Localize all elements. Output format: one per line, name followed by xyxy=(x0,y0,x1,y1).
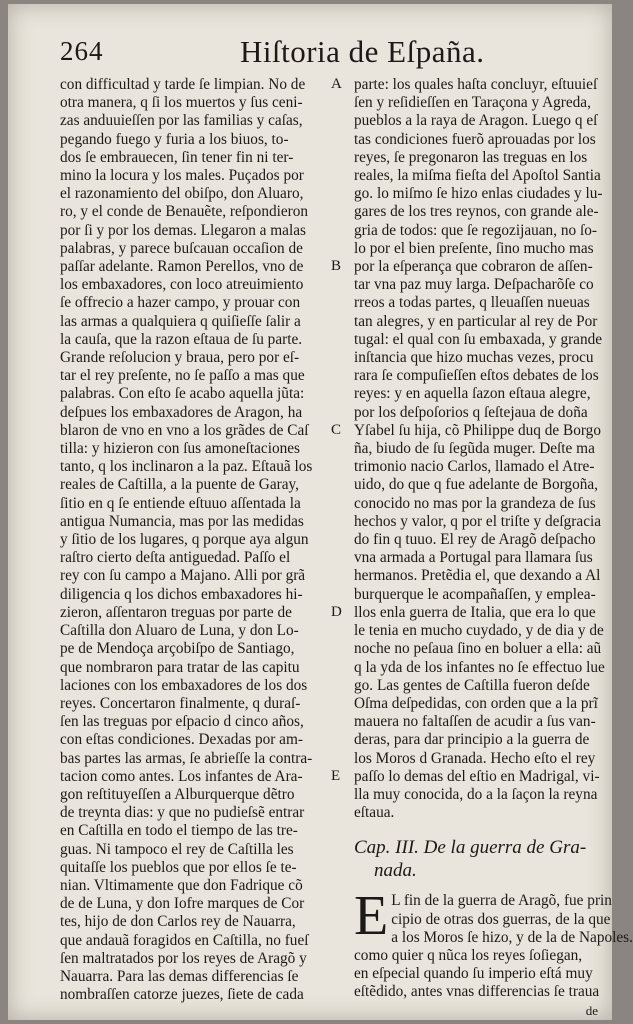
left-column-line: tar el rey preſente, no ſe paſſo a mas que xyxy=(60,367,305,385)
right-column-line: inſtancia que hizo muchas vezes, procu xyxy=(354,349,594,367)
right-column-line: lla muy conocida, do a la ſaçon la reyna xyxy=(354,785,598,803)
right-column-line: reyes: y en aquella ſazon eſtaua alegre, xyxy=(354,385,591,403)
right-column-line: lo por el bien preſente, ſino mucho mas xyxy=(354,239,594,257)
chapter-line: como quier q nũca los reyes ſoſiegan, xyxy=(354,946,583,964)
right-column-line: hechos y valor, q por el triſte y deſgracia xyxy=(354,512,602,530)
right-column-line: por la eſperança que cobraron de aſſen- xyxy=(354,258,593,276)
left-column-line: los embaxadores, con loco atreuimiento xyxy=(60,276,304,294)
margin-letter: E xyxy=(331,767,341,784)
right-column-line: ña, biudo de ſu ſegũda muger. Deſte ma xyxy=(354,440,595,458)
right-column-line: eſtaua. xyxy=(354,804,395,822)
left-column-line: laciones con los embaxadores de los dos xyxy=(60,676,308,694)
left-column-line: con difficultad y tarde ſe limpian. No de xyxy=(60,76,306,93)
right-column-line: trimonio nacio Carlos, llamado el Atre- xyxy=(354,458,595,476)
right-column-body xyxy=(354,76,604,822)
right-column-line: tan alegres, y en particular al rey de Por xyxy=(354,312,598,330)
left-column-line: tilla: y hizieron con ſus amoneſtaciones xyxy=(60,440,301,458)
left-column-line: y ſitio de los lugares, q porque aya algun xyxy=(60,531,309,549)
left-column-line: el razonamiento del obiſpo, don Aluaro, xyxy=(60,185,304,203)
right-column-line: los Moros d Granada. Hecho eſto el rey xyxy=(354,749,596,767)
right-column-line: do fin q tuuo. El rey de Aragõ deſpacho xyxy=(354,531,596,549)
right-column-line: paſſo lo demas del eſtio en Madrigal, vi- xyxy=(354,767,600,785)
page-header xyxy=(8,26,612,76)
left-column-line: en Caſtilla en todo el tiempo de las tre- xyxy=(60,822,298,840)
right-column-line: ſen y reſidieſſen en Taraçona y Agreda, xyxy=(354,94,591,112)
margin-letter: A xyxy=(331,76,342,92)
right-column-line: tas condiciones fuerõ aprouadas por los xyxy=(354,130,596,148)
right-column-line: hermanos. Pretẽdia el, que dexando a Al xyxy=(354,567,601,585)
left-column-line: que nombraron para tratar de las capitu xyxy=(60,658,300,676)
left-column-line: paſſar adelante. Ramon Perellos, vno de xyxy=(60,258,304,276)
right-column-line: conocido no mas por la grandeza de ſus xyxy=(354,494,596,512)
left-column-line: de treynta dias: y que no pudieſsẽ entrar xyxy=(60,804,305,822)
catchword: de xyxy=(585,1002,598,1018)
chapter-heading-line-1: Cap. III. De la guerra de Gra- xyxy=(354,837,587,859)
left-column-line: otra manera, q ſi los muertos y ſus ceni- xyxy=(60,94,303,112)
left-column-line: raſtro cierto deſta antiguedad. Paſſo el xyxy=(60,549,291,567)
right-column-line: le tenia en mucho cuydado, y de dia y de xyxy=(354,622,604,640)
running-title: Hiſtoria de Eſpaña. xyxy=(240,34,485,69)
chapter-heading-line-2: nada. xyxy=(374,860,417,882)
left-column-line: palabras. Con eſto ſe acabo aquella jũta: xyxy=(60,385,305,403)
right-column-line: gares de los tres reynos, con grande ale- xyxy=(354,203,599,221)
left-column-line: tacion como antes. Los infantes de Ara- xyxy=(60,767,303,785)
left-column-line: Nauarra. Para las demas differencias ſe xyxy=(60,967,299,985)
right-column-line: uido, do que q fue adelante de Borgoña, xyxy=(354,476,598,494)
left-column-line: nombraſſen catorze juezes, ſiete de cada xyxy=(60,986,304,1004)
chapter-line: cipio de otras dos guerras, de la que xyxy=(391,910,611,928)
right-column-line: q la yda de los infantes no ſe effectuo lue xyxy=(354,658,605,676)
right-column-line: vna armada a Portugal para llamara ſus xyxy=(354,549,593,567)
left-column-line: pegando fuego y furia a los biuos, to- xyxy=(60,130,289,148)
right-text-column xyxy=(354,76,633,1018)
left-column-line: deſpues los embaxadores de Aragon, ha xyxy=(60,403,303,421)
right-column-line: parte: los quales haſta concluyr, eſtuuieſ xyxy=(354,76,598,93)
right-column-line: burquerque le acompañaſſen, y emplea- xyxy=(354,585,596,603)
left-column-line: pe de Mendoça arçobiſpo de Santiago, xyxy=(60,640,295,658)
right-column-line: Oſma deſpedidas, con orden que a la prĩ xyxy=(354,694,598,712)
right-column-line: reales, la miſma fieſta del Apoſtol Santia xyxy=(354,167,601,185)
margin-letter: B xyxy=(331,258,342,274)
right-column-line: pueblos a la raya de Aragon. Luego q eſ xyxy=(354,112,598,130)
right-column-line: go. Las gentes de Caſtilla fueron deſde xyxy=(354,676,590,694)
page-number: 264 xyxy=(60,36,104,66)
left-column-line: tanto, q los inclinaron a la paz. Eſtauã los xyxy=(60,458,313,476)
left-column-line: por ſi y por los demas. Llegaron a malas xyxy=(60,221,306,239)
right-column-line: rreos a todas partes, q lleuaſſen nueuas xyxy=(354,294,590,312)
left-text-column xyxy=(60,76,335,1004)
left-column-line: reyes. Concertaron finalmente, q duraſ- xyxy=(60,694,301,712)
left-column-line: antigua Numancia, mas por las medidas xyxy=(60,512,304,530)
margin-letter: C xyxy=(331,421,342,438)
left-column-line: zas anduuieſſen por las familias y caſas, xyxy=(60,112,303,130)
left-column-line: ſe offrecio a hazer campo, y prouar con xyxy=(60,294,301,312)
left-column-line: palabras, y parece buſcauan occaſion de xyxy=(60,239,303,257)
left-column-line: reales de Caſtilla, a la puente de Garay, xyxy=(60,476,299,494)
left-column-line: bas partes las armas, ſe abrieſſe la contra- xyxy=(60,749,313,767)
chapter-line: eſtẽdido, antes vnas differencias ſe traua xyxy=(354,983,600,1001)
right-column-line: llos enla guerra de Italia, que era lo que xyxy=(354,603,596,621)
left-column-line: dos ſe embrauecen, ſin tener fin ni ter- xyxy=(60,148,294,166)
left-column-line: la cauſa, que la razon eſtaua de ſu parte. xyxy=(60,330,303,348)
left-column-line: que andauã foragidos en Caſtilla, no fueſ xyxy=(60,931,309,949)
left-column-line: con eſtas condiciones. Dexadas por am- xyxy=(60,731,303,749)
left-column-line: ſen maltratados por los reyes de Aragõ y xyxy=(60,949,307,967)
right-column-line: go. lo miſmo ſe hizo enlas ciudades y lu- xyxy=(354,185,603,203)
left-column-line: nian. Vltimamente que don Fadrique cõ xyxy=(60,876,303,894)
left-column-line: ro, y el conde de Benauẽte, reſpondieron xyxy=(60,203,309,221)
chapter-line: en eſpecial quando ſu imperio eſtá muy xyxy=(354,965,593,983)
left-column-line: zieron, aſſentaron treguas por parte de xyxy=(60,603,292,621)
chapter-opening-text xyxy=(354,885,633,1001)
right-column-line: reyes, ſe pregonaron las treguas en los xyxy=(354,148,588,166)
right-column-line: noche no peſaua ſino en boluer a ella: aũ xyxy=(354,640,602,658)
left-column-line: rey con ſu campo a Majano. Alli por grã xyxy=(60,567,306,585)
right-column-line: rara ſe compuſieſſen eſtos debates de los xyxy=(354,367,599,385)
drop-cap-initial: E xyxy=(354,885,389,948)
left-column-line: las armas a qualquiera q quiſieſſe ſalir a xyxy=(60,312,301,330)
left-column-line: ſen las treguas por eſpacio d cinco años, xyxy=(60,713,304,731)
margin-section-letters xyxy=(331,76,351,836)
right-column-line: Yſabel ſu hija, cõ Philippe duq de Borgo xyxy=(354,421,601,439)
left-column-line: tes, hijo de don Carlos rey de Nauarra, xyxy=(60,913,296,931)
left-column-line: ſitio en q ſe entiende eſtuuo aſſentada la xyxy=(60,494,301,512)
right-column-line: tar vna paz muy larga. Deſpacharõſe co xyxy=(354,276,594,294)
left-column-line: guas. Ni tampoco el rey de Caſtilla les xyxy=(60,840,294,858)
left-column-line: blaron de vno en vno a los grãdes de Caſ xyxy=(60,421,309,439)
right-column-line: tugal: el qual con ſu embaxada, y grande xyxy=(354,330,603,348)
right-column-line: por los deſpoſorios q ſeſtejaua de doña xyxy=(354,403,588,421)
left-column-line: de de Luna, y don Iofre marques de Cor xyxy=(60,895,305,913)
left-column-line: mino la locura y los males. Puçados por xyxy=(60,167,304,185)
right-column-line: gria de todos: que ſe regozijauan, no ſo- xyxy=(354,221,597,239)
left-column-line: Grande reſolucion y braua, pero por eſ- xyxy=(60,349,300,367)
margin-letter: D xyxy=(331,603,342,620)
chapter-line: a los Moros ſe hizo, y de la de Napoles. xyxy=(391,928,633,946)
right-column-line: deras, para dar principio a la guerra de xyxy=(354,731,590,749)
left-column-line: gon reſtituyeſſen a Alburquerque dẽtro xyxy=(60,785,295,803)
right-column-line: mauera no faltaſſen de acudir a ſus van- xyxy=(354,713,596,731)
left-column-line: diligencia q los dichos embaxadores hi- xyxy=(60,585,303,603)
book-page xyxy=(8,4,633,1020)
left-column-line: quitaſſe los pueblos que por ellos ſe te- xyxy=(60,858,297,876)
left-column-line: Caſtilla don Aluaro de Luna, y don Lo- xyxy=(60,622,299,640)
chapter-line: L fin de la guerra de Aragõ, fue prin xyxy=(391,892,612,910)
